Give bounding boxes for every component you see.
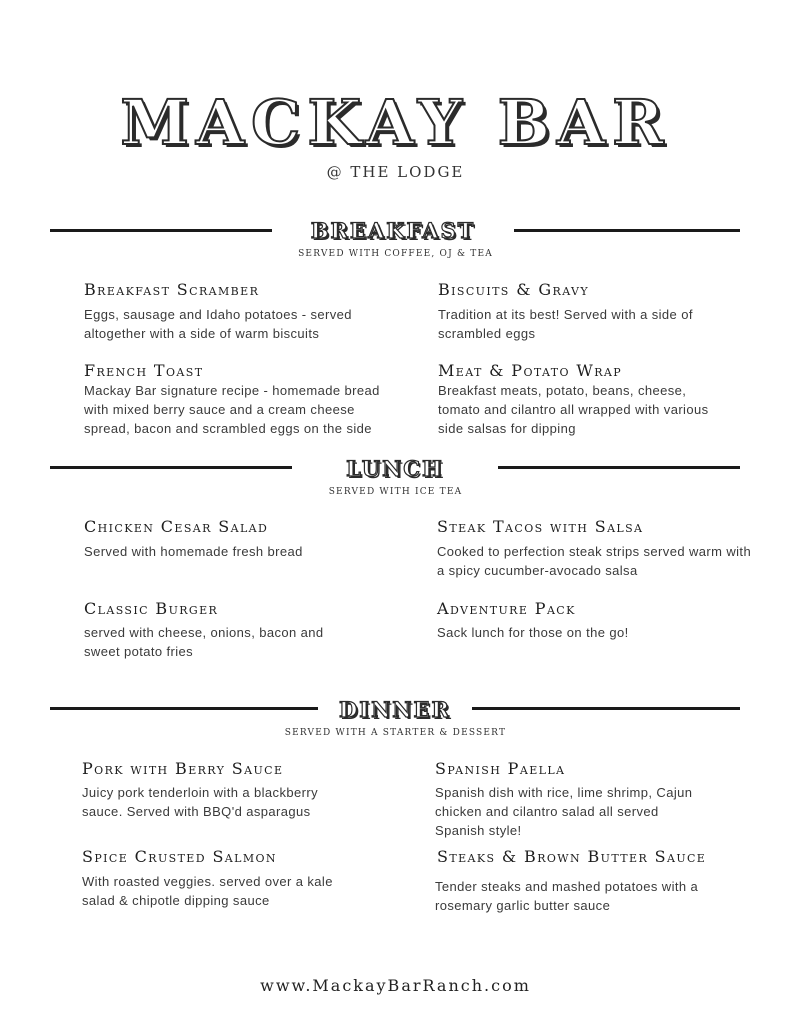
menu-item-name: Spanish Paella: [435, 759, 566, 778]
section-heading-dinner: DINNER: [339, 697, 451, 722]
menu-item-description: Cooked to perfection steak strips served warm with a spicy cucumber-avocado salsa: [437, 544, 752, 578]
menu-item-name: Steak Tacos with Salsa: [437, 517, 644, 536]
menu-item-description: Mackay Bar signature recipe - homemade bread with mixed berry sauce and a cream cheese spread, bacon and scrambled eggs on the side: [84, 383, 380, 436]
menu-subtitle: @ THE LODGE: [326, 163, 465, 181]
menu-item-description: Eggs, sausage and Idaho potatoes - served altogether with a side of warm biscuits: [84, 307, 352, 341]
menu-item-description: With roasted veggies. served over a kale salad & chipotle dipping sauce: [82, 874, 333, 908]
section-note-breakfast: SERVED WITH COFFEE, OJ & TEA: [298, 249, 493, 259]
menu-item-description: Tradition at its best! Served with a side of scrambled eggs: [438, 307, 693, 341]
menu-item-description: Juicy pork tenderloin with a blackberry sauce. Served with BBQ'd asparagus: [82, 785, 318, 819]
section-divider-left: [50, 466, 292, 469]
menu-item-description: Tender steaks and mashed potatoes with a rosemary garlic butter sauce: [435, 879, 699, 913]
section-heading-lunch: LUNCH: [346, 456, 444, 481]
menu-item-name: Pork with Berry Sauce: [82, 759, 284, 778]
menu-item-description: Sack lunch for those on the go!: [437, 625, 629, 640]
website-footer: www.MackayBarRanch.com: [260, 976, 531, 995]
menu-item-description: served with cheese, onions, bacon and sweet potato fries: [84, 625, 324, 659]
menu-title: MACKAY BAR: [120, 86, 671, 159]
menu-item-name: French Toast: [84, 361, 204, 380]
section-divider-right: [472, 707, 740, 710]
menu-item-name: Spice Crusted Salmon: [82, 847, 277, 866]
section-note-lunch: SERVED WITH ICE TEA: [328, 487, 463, 497]
section-divider-left: [50, 707, 318, 710]
menu-item-name: Breakfast Scramber: [84, 280, 260, 299]
section-divider-right: [514, 229, 740, 232]
menu-item-name: Classic Burger: [84, 599, 219, 618]
menu-item-description: Spanish dish with rice, lime shrimp, Cajun chicken and cilantro salad all served Spanish style!: [435, 785, 693, 838]
menu-item-description: Served with homemade fresh bread: [84, 544, 303, 559]
section-heading-breakfast: BREAKFAST: [310, 218, 476, 243]
menu-item-name: Chicken Cesar Salad: [84, 517, 269, 536]
section-note-dinner: SERVED WITH A STARTER & DESSERT: [284, 728, 507, 738]
menu-item-name: Biscuits & Gravy: [438, 280, 590, 299]
menu-item-name: Steaks & Brown Butter Sauce: [437, 847, 707, 866]
section-divider-left: [50, 229, 272, 232]
menu-item-name: Meat & Potato Wrap: [438, 361, 623, 380]
menu-item-name: Adventure Pack: [437, 599, 576, 618]
menu-item-description: Breakfast meats, potato, beans, cheese, tomato and cilantro all wrapped with various side salsas for dipping: [438, 383, 709, 436]
section-divider-right: [498, 466, 740, 469]
